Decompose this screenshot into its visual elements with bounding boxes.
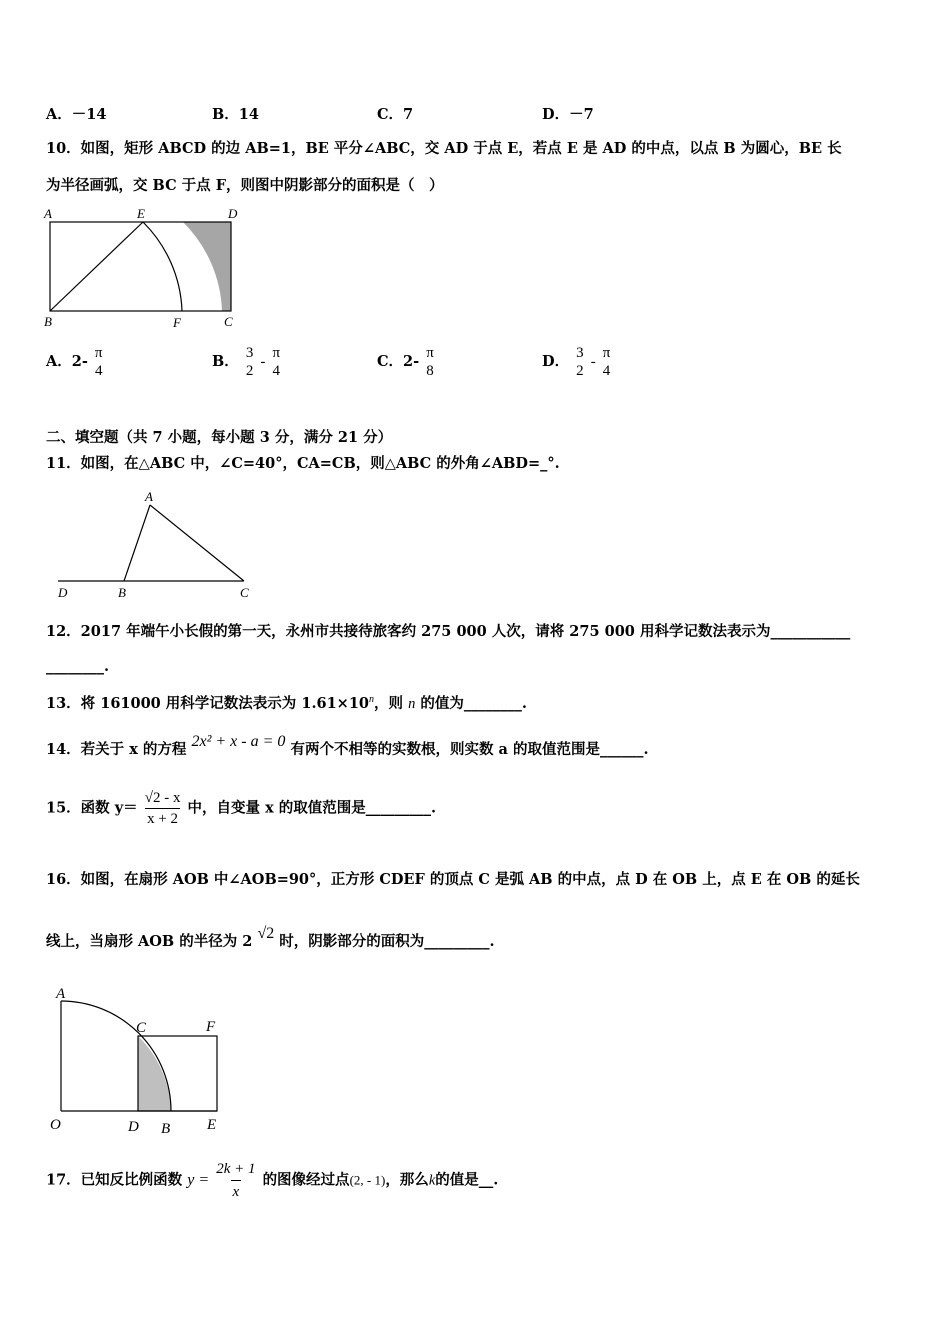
q9-option-b: B．14 <box>212 106 259 123</box>
q17-text: 17．已知反比例函数 y = $\frac{2k + 1}{x}$ 的图像经过点(2, - 1)，那么k的值是__. <box>46 1158 498 1203</box>
q16-label-e: E <box>207 1117 217 1133</box>
q10-option-b: B． 3 2 - π 4 <box>212 345 281 379</box>
q11-segment-ba <box>124 505 150 581</box>
q11-text: 11．如图，在△ABC 中，∠C=40°，CA=CB，则△ABC 的外角∠ABD=_°. <box>46 455 560 472</box>
q11-label-a: A <box>145 489 153 504</box>
q10-shaded-region <box>183 222 231 311</box>
q14-equation: 2x² + x - a = 0 <box>191 733 286 750</box>
q10-option-a: A．2- π 4 <box>46 345 103 379</box>
q11-figure-triangle <box>52 485 262 603</box>
q16-figure-sector <box>44 983 244 1138</box>
q16-line1: 16．如图，在扇形 AOB 中∠AOB=90°，正方形 CDEF 的顶点 C 是弧 AB 的中点，点 D 在 OB 上，点 E 在 OB 的延长 <box>46 871 860 888</box>
q16-label-d: D <box>128 1119 139 1135</box>
q11-label-d: D <box>58 585 68 600</box>
q10-segment-be <box>50 222 143 311</box>
q10-label-e: E <box>137 206 145 221</box>
q16-label-o: O <box>50 1117 61 1133</box>
q10-arc-ef <box>143 222 182 311</box>
q16-line2: 线上，当扇形 AOB 的半径为 2 √2 时，阴影部分的面积为_________. <box>46 925 495 950</box>
q11-label-b: B <box>118 585 126 600</box>
q16-shaded-region <box>138 1036 171 1111</box>
q14-text: 14．若关于 x 的方程 2x² + x - a = 0 有两个不相等的实数根，则实数 a 的取值范围是______. <box>46 733 649 758</box>
q15-text: 15．函数 y＝ $\frac{√2 - x}{x + 2}$ 中，自变量 x 的取值范围是_________. <box>46 790 437 827</box>
q10-label-d: D <box>228 206 238 221</box>
q16-label-b: B <box>161 1121 171 1137</box>
q16-label-c: C <box>136 1020 147 1036</box>
q12-line1: 12．2017 年端午小长假的第一天，永州市共接待旅客约 275 000 人次，请将 275 000 用科学记数法表示为___________ <box>46 623 851 640</box>
q16-radical: √2 <box>257 925 275 942</box>
q17-fraction: $\frac{2k + 1}{x}$ <box>214 1158 257 1203</box>
q12-line2: ________. <box>46 658 110 675</box>
q10-line2: 为半径画弧，交 BC 于点 F，则图中阴影部分的面积是（ ） <box>46 177 444 194</box>
section-heading: 二、填空题（共 7 小题，每小题 3 分，满分 21 分） <box>46 429 393 446</box>
q10-label-c: C <box>224 314 233 329</box>
q9-option-a: A．－14 <box>46 106 107 123</box>
q16-label-a: A <box>56 986 66 1002</box>
q10-label-f: F <box>173 315 181 330</box>
q9-option-d: D．－7 <box>542 106 594 123</box>
q10-label-b: B <box>44 314 52 329</box>
q10-label-a: A <box>44 206 52 221</box>
q11-segment-ac <box>150 505 244 581</box>
q16-label-f: F <box>206 1019 216 1035</box>
q10-option-c: C．2- π 8 <box>377 345 434 379</box>
q15-fraction: $\frac{√2 - x}{x + 2}$ <box>144 790 181 827</box>
q9-option-c: C．7 <box>377 106 414 123</box>
q11-label-c: C <box>240 585 249 600</box>
q10-option-d: D． 3 2 - π 4 <box>542 345 611 379</box>
q10-line1: 10．如图，矩形 ABCD 的边 AB=1，BE 平分∠ABC，交 AD 于点 E，若点 E 是 AD 的中点，以点 B 为圆心，BE 长 <box>46 140 842 157</box>
q13-text: 13．将 161000 用科学记数法表示为 $1.61\times 10^n$，则 n 的值为________. <box>46 694 527 712</box>
q10-figure-rectangle <box>40 203 250 331</box>
